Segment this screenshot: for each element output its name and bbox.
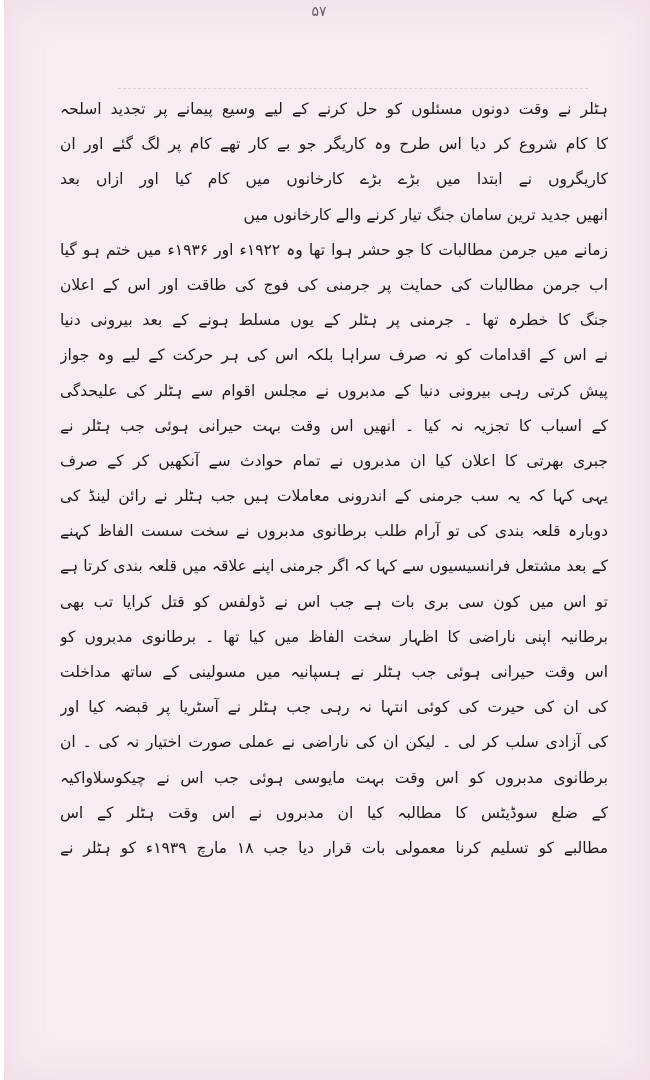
- text-line: کے اسباب کا تجزیہ نہ کیا ۔ انھیں اس وقت بہت حیرانی ہوئی جب ہٹلر نے: [60, 416, 608, 435]
- text-line: اس وقت حیرانی ہوئی جب ہٹلر نے ہسپانیہ میں مسولینی کے ساتھ مداخلت: [60, 663, 608, 681]
- text-line: کی آزادی سلب کر لی ۔ لیکن ان کی ناراضی نے عملی صورت اختیار نہ کی ۔ ان: [60, 733, 608, 752]
- page-number: ۵۷: [311, 4, 327, 20]
- text-line: یہی کہا کہ یہ سب جرمنی کے اندرونی معاملات ہیں جب ہٹلر نے رائن لینڈ کی: [60, 487, 608, 506]
- text-line: مطالبے کو تسلیم کرنا معمولی بات قرار دیا جب ۱۸ مارچ ۱۹۳۹ء کو ہٹلر نے: [60, 838, 608, 857]
- text-line: کے بعد مشتعل فرانسیسیوں سے کہا کہ اگر جرمنی اپنے علاقہ میں قلعہ بندی کرتا ہے: [60, 557, 608, 576]
- text-line: برطانیہ اپنی ناراضی کا اظہار سخت الفاظ میں کیا تھا ۔ برطانوی مدبروں کو: [60, 627, 608, 646]
- text-line: انھیں جدید ترین سامان جنگ تیار کرنے والے کارخانوں میں: [243, 205, 608, 224]
- text-line: تو اس میں کون سی بری بات ہے جب اس نے ڈولفس کو قتل کرایا تب بھی: [60, 592, 608, 611]
- body-text: [60, 92, 608, 866]
- bleed-through-line: [118, 66, 588, 89]
- text-line: کی ان کی حیرت کی کوئی انتہا نہ رہی جب ہٹلر نے آسٹریا پر قبضہ کیا اور: [60, 698, 608, 717]
- text-line: کے ضلع سوڈیٹس کا مطالبہ کیا ان مدبروں نے اس وقت ہٹلر کے اس: [60, 803, 608, 822]
- text-line: نے اس کے اقدامات کو نہ صرف سراہا بلکہ اس کی ہر حرکت کے لیے وہ جواز: [60, 346, 608, 365]
- text-line: پیش کرتی رہی بیرونی دنیا کے مدبروں نے مجلس اقوام سے ہٹلر کی علیحدگی: [60, 381, 608, 400]
- text-line: برطانوی مدبروں کو اس وقت بہت مایوسی ہوئی جب اس نے چیکوسلاواکیہ: [60, 768, 608, 787]
- text-line: جبری بھرتی کا اعلان کیا ان مدبروں نے تمام حوادث سے آنکھیں کر کے صرف: [60, 451, 608, 470]
- text-line: اب جرمن مطالبات کی حمایت پر جرمنی کی فوج کی طاقت اور اس کے اعلان: [60, 275, 608, 294]
- book-page: [4, 0, 650, 1080]
- text-line: زمانے میں جرمن مطالبات کا جو حشر ہوا تھا وہ ۱۹۲۲ء اور ۱۹۳۶ء میں ختم ہو گیا: [60, 240, 608, 259]
- text-line: کا کام شروع کر دیا اس طرح وہ کاریگر جو بے کار تھے کام پر لگ گئے اور ان: [60, 135, 608, 154]
- text-line: ہٹلر نے وقت دونوں مسئلوں کو حل کرنے کے لیے وسیع پیمانے پر تجدید اسلحہ: [60, 100, 608, 118]
- text-line: کاریگروں نے ابتدا میں بڑے بڑے کارخانوں میں کام کیا اور ازاں بعد: [60, 170, 608, 189]
- text-line: دوبارہ قلعہ بندی کی تو آرام طلب برطانوی مدبروں نے سخت سست الفاظ کہنے: [60, 522, 608, 541]
- text-line: جنگ کا خطرہ تھا ۔ جرمنی پر ہٹلر کے یوں مسلط ہونے کے بعد بیرونی دنیا: [60, 311, 608, 330]
